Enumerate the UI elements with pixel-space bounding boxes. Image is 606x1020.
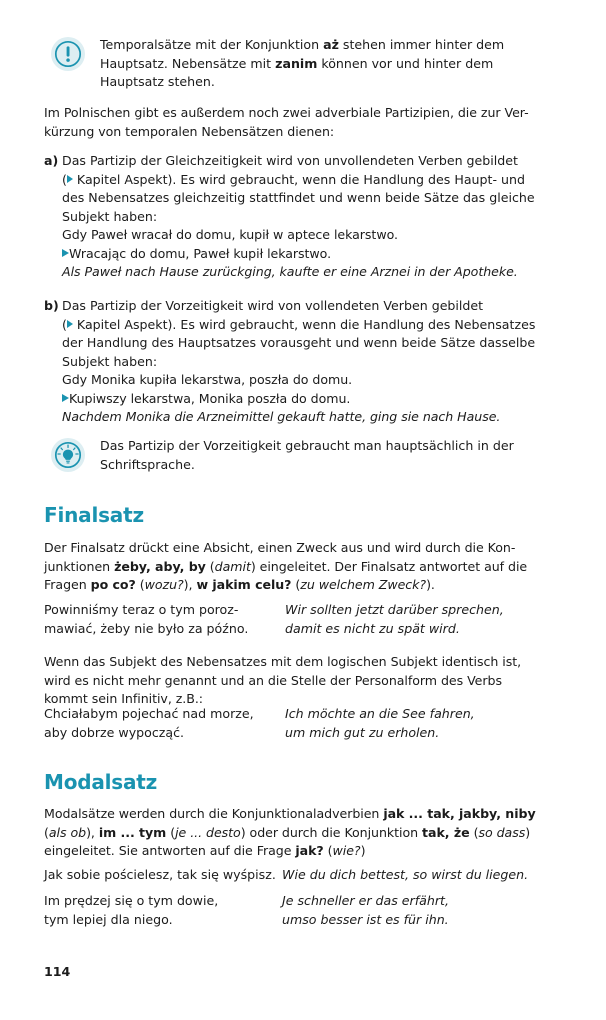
- finalsatz-example-1: [44, 601, 559, 638]
- list-item-a-marker: a): [44, 153, 59, 168]
- finalsatz-para-l3a: Fragen: [44, 577, 91, 593]
- exclamation-circle-icon: [51, 37, 85, 71]
- modalsatz-para-l1a: Modalsätze werden durch die Konjunktionaladverbien: [44, 806, 384, 821]
- modalsatz-ex2-pl-l1: Im prędzej się o tym dowie,: [44, 893, 219, 908]
- finalsatz-ex1-de-l2: damit es nicht zu spät wird.: [285, 620, 460, 636]
- modalsatz-question-jak: jak?: [295, 843, 324, 859]
- modalsatz-para-l2k: ): [525, 824, 531, 840]
- modalsatz-gloss-jedesto: je ... desto: [175, 824, 241, 840]
- warning-callout-text: [100, 36, 504, 92]
- transform-triangle-icon: [62, 394, 69, 402]
- item-b-line-1: Das Partizip der Vorzeitigkeit wird von vollendeten Verben gebildet: [62, 298, 484, 313]
- modalsatz-para-l2i: (: [469, 824, 479, 840]
- heading-modalsatz: Modalsatz: [44, 770, 158, 794]
- finalsatz-ex1-de-l1: Wir sollten jetzt darüber sprechen,: [285, 602, 504, 617]
- warning-callout: [51, 36, 556, 92]
- finalsatz-para-l2a: junktionen: [44, 558, 115, 574]
- finalsatz-para-l1: Der Finalsatz drückt eine Absicht, einen Zweck aus und wird durch die Kon-: [44, 540, 516, 555]
- finalsatz-ex2-de-l1: Ich möchte an die See fahren,: [285, 706, 475, 721]
- item-b-examples: [62, 371, 559, 427]
- tip-callout-text: [100, 437, 514, 474]
- finalsatz-para-l3g: (: [291, 577, 301, 593]
- warning-l1a: Temporalsätze mit der Konjunktion: [100, 37, 324, 52]
- modalsatz-example-2-polish: [44, 892, 282, 929]
- item-b-line-2-pre: (: [62, 316, 67, 332]
- finalsatz-ex1-pl-l1: Powinniśmy teraz o tym poroz-: [44, 602, 239, 617]
- item-a-example-de: Als Paweł nach Hause zurückging, kaufte er eine Arznei in der Apotheke.: [62, 264, 518, 280]
- transform-triangle-icon: [62, 249, 69, 257]
- modalsatz-para-l2e: (: [166, 824, 176, 840]
- modalsatz-ex1-pl-l1: Jak sobie pościelesz, tak się wyśpisz.: [44, 867, 276, 882]
- modalsatz-para-l3e: ): [360, 843, 366, 859]
- intro-line-2: kürzung von temporalen Nebensätzen dienen:: [44, 123, 335, 139]
- intro-line-1: Im Polnischen gibt es außerdem noch zwei adverbiale Partizipien, die zur Ver-: [44, 105, 529, 120]
- modalsatz-gloss-wie: wie?: [332, 843, 361, 859]
- modalsatz-example-1: [44, 866, 559, 885]
- list-item-a: [44, 152, 559, 226]
- modalsatz-example-1-german: [282, 866, 559, 885]
- item-b-line-4: Subjekt haben:: [62, 353, 158, 369]
- finalsatz-gloss-zuwelchemzweck: zu welchem Zweck?: [300, 577, 427, 593]
- modalsatz-ex2-pl-l2: tym lepiej dla niego.: [44, 911, 173, 927]
- modalsatz-gloss-sodass: so dass: [478, 824, 526, 840]
- lightbulb-circle-icon: [51, 438, 85, 472]
- finalsatz-para2-l3: kommt sein Infinitiv, z.B.:: [44, 691, 203, 707]
- finalsatz-ex2-pl-l2: aby dobrze wypocząć.: [44, 724, 185, 740]
- finalsatz-conjunctions: żeby, aby, by: [114, 558, 206, 574]
- item-a-line-2-pre: (: [62, 171, 67, 187]
- page-number: 114: [44, 964, 71, 979]
- modalsatz-para-l2g: ) oder durch die Konjunktion: [240, 824, 423, 840]
- finalsatz-ex2-de-l2: um mich gut zu erholen.: [285, 724, 440, 740]
- warning-keyword-az: aż: [323, 37, 339, 52]
- item-a-example-transform: Wracając do domu, Paweł kupił lekarstwo.: [69, 245, 332, 261]
- finalsatz-ex1-pl-l2: mawiać, żeby nie było za późno.: [44, 620, 249, 636]
- warning-l3: Hauptsatz stehen.: [100, 74, 215, 90]
- finalsatz-gloss-wozu: wozu?: [144, 577, 184, 593]
- modalsatz-para-l3c: (: [323, 843, 333, 859]
- list-item-b: [44, 297, 559, 371]
- tip-callout: [51, 437, 556, 474]
- finalsatz-gloss-damit: damit: [214, 558, 251, 574]
- modalsatz-example-2: [44, 892, 559, 929]
- list-item-b-marker: b): [44, 298, 59, 313]
- modalsatz-example-2-german: [282, 892, 559, 929]
- finalsatz-para-l3c: (: [135, 577, 145, 593]
- finalsatz-para2-l1: Wenn das Subjekt des Nebensatzes mit dem logischen Subjekt identisch ist,: [44, 654, 522, 669]
- list-item-b-body: [62, 297, 559, 371]
- finalsatz-paragraph-2: [44, 653, 559, 709]
- modalsatz-example-1-polish: [44, 866, 282, 885]
- modalsatz-imtym: im ... tym: [98, 824, 167, 840]
- finalsatz-example-1-german: [285, 601, 559, 638]
- warning-l2a: Hauptsatz. Nebensätze mit: [100, 55, 276, 71]
- finalsatz-example-2-german: [285, 705, 559, 742]
- item-b-example-de: Nachdem Monika die Arzneimittel gekauft hatte, ging sie nach Hause.: [62, 409, 501, 425]
- item-b-example-pl: Gdy Monika kupiła lekarstwa, poszła do domu.: [62, 372, 353, 387]
- modalsatz-para-l2a: (: [44, 824, 49, 840]
- heading-finalsatz: Finalsatz: [44, 503, 144, 527]
- finalsatz-example-1-polish: [44, 601, 285, 638]
- list-item-a-body: [62, 152, 559, 226]
- item-a-line-3: des Nebensatzes gleichzeitig stattfindet und wenn beide Sätze das gleiche: [62, 190, 535, 206]
- finalsatz-example-2: [44, 705, 559, 742]
- finalsatz-para-l3e: ),: [183, 577, 197, 593]
- modalsatz-ex2-de-l1: Je schneller er das erfährt,: [282, 893, 449, 908]
- warning-l2c: können vor und hinter dem: [317, 55, 494, 71]
- tip-line-2: Schriftsprache.: [100, 456, 195, 472]
- item-b-example-transform: Kupiwszy lekarstwa, Monika poszła do domu.: [69, 390, 351, 406]
- item-a-line-1: Das Partizip der Gleichzeitigkeit wird von unvollendeten Verben gebildet: [62, 153, 518, 168]
- intro-paragraph: [44, 104, 559, 141]
- finalsatz-question-wjakimcelu: w jakim celu?: [196, 577, 292, 593]
- modalsatz-para-l3a: eingeleitet. Sie antworten auf die Frage: [44, 843, 296, 859]
- modalsatz-para-l2c: ),: [86, 824, 99, 840]
- warning-l1c: stehen immer hinter dem: [338, 37, 505, 52]
- finalsatz-question-poco: po co?: [90, 577, 136, 593]
- finalsatz-para2-l2: wird es nicht mehr genannt und an die Stelle der Personalform des Verbs: [44, 672, 502, 688]
- finalsatz-para-l2e: ) eingeleitet. Der Finalsatz antwortet auf die: [250, 558, 528, 574]
- finalsatz-para-l2c: (: [205, 558, 215, 574]
- item-a-example-pl: Gdy Paweł wracał do domu, kupił w aptece lekarstwo.: [62, 227, 398, 242]
- item-a-examples: [62, 226, 559, 282]
- modalsatz-ex2-de-l2: umso besser ist es für ihn.: [282, 911, 449, 927]
- finalsatz-example-2-polish: [44, 705, 285, 742]
- finalsatz-para-l3i: ).: [426, 577, 435, 593]
- finalsatz-ex2-pl-l1: Chciałabym pojechać nad morze,: [44, 706, 254, 721]
- modalsatz-paragraph: [44, 805, 559, 861]
- modalsatz-gloss-alsob: als ob: [48, 824, 87, 840]
- modalsatz-adverbs: jak ... tak, jakby, niby: [383, 806, 536, 821]
- warning-keyword-zanim: zanim: [275, 55, 318, 71]
- modalsatz-takze: tak, że: [422, 824, 470, 840]
- modalsatz-ex1-de-l1: Wie du dich bettest, so wirst du liegen.: [282, 867, 529, 882]
- finalsatz-paragraph: [44, 539, 559, 595]
- item-a-line-4: Subjekt haben:: [62, 208, 158, 224]
- item-b-line-3: der Handlung des Hauptsatzes vorausgeht und wenn beide Sätze dasselbe: [62, 335, 536, 351]
- tip-line-1: Das Partizip der Vorzeitigkeit gebraucht man hauptsächlich in der: [100, 438, 514, 453]
- item-a-line-2-post: Kapitel Aspekt). Es wird gebraucht, wenn die Handlung des Haupt- und: [72, 171, 525, 187]
- item-b-line-2-post: Kapitel Aspekt). Es wird gebraucht, wenn die Handlung des Nebensatzes: [72, 316, 536, 332]
